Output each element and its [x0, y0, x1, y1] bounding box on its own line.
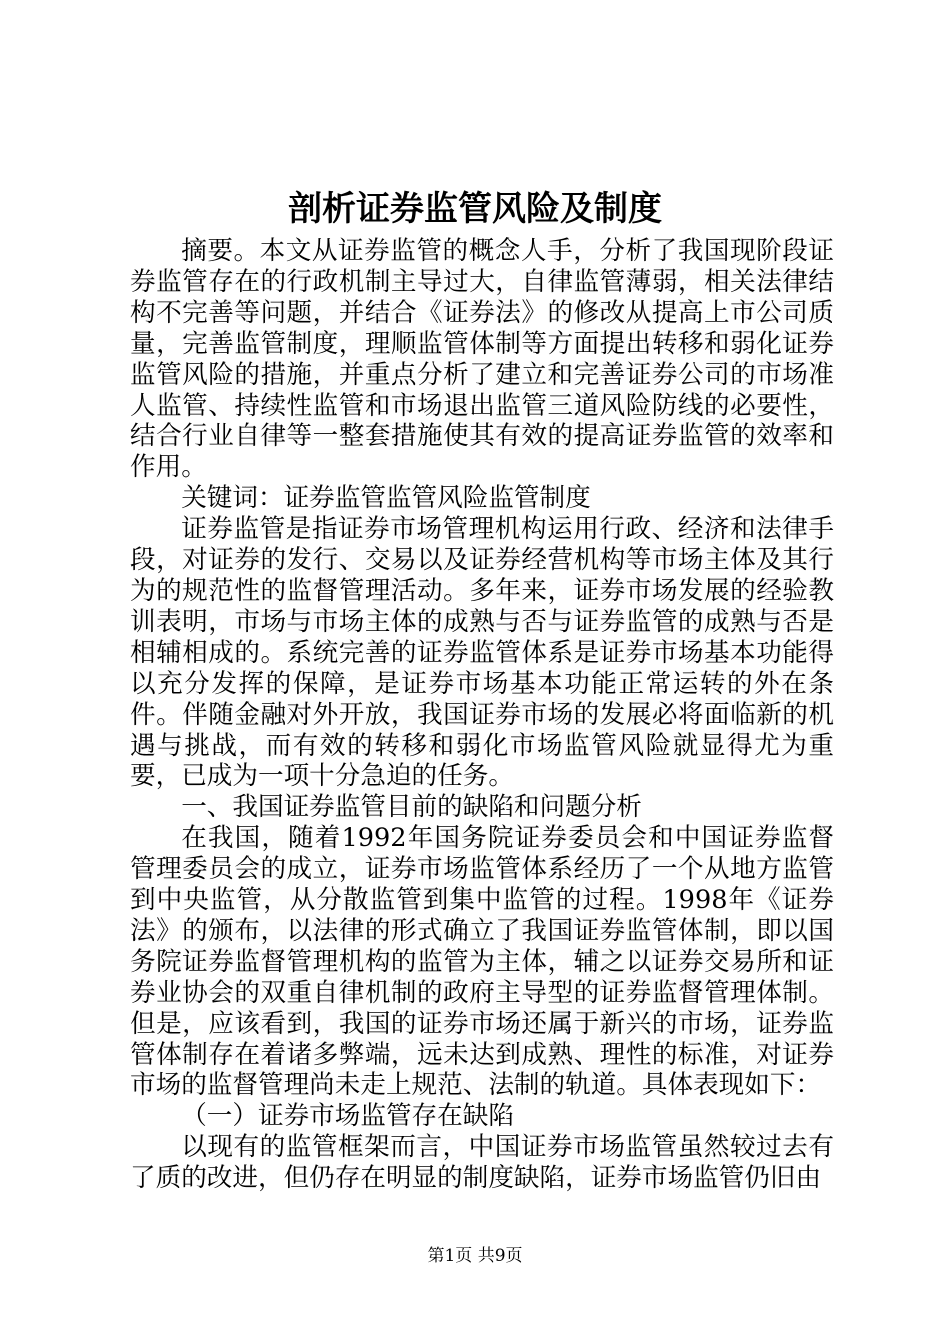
section-heading: 一、我国证券监管目前的缺陷和问题分析 — [181, 792, 642, 823]
keywords-line: 关键词：证券监管监管风险监管制度 — [181, 483, 591, 514]
abstract-paragraph: 摘要。本文从证券监管的概念人手，分析了我国现阶段证券监管存在的行政机制主导过大，自律监管薄弱，相关法律结构不完善等问题，并结合《证券法》的修改从提高上市公司质量，完善监管制度，理顺监管体制等方面提出转移和弱化证券监管风险的措施，并重点分析了建立和完善证券公司的市场准人监管、持续性监管和市场退出监管三道风险防线的必要性，结合行业自律等一整套措施使其有效的提高证券监管的效率和作用。 — [130, 236, 834, 483]
intro-paragraph: 证券监管是指证券市场管理机构运用行政、经济和法律手段，对证券的发行、交易以及证券经营机构等市场主体及其行为的规范性的监督管理活动。多年来，证券市场发展的经验教训表明，市场与市场主体的成熟与否与证券监管的成熟与否是相辅相成的。系统完善的证券监管体系是证券市场基本功能得以充分发挥的保障，是证券市场基本功能正常运转的外在条件。伴随金融对外开放，我国证券市场的发展必将面临新的机遇与挑战，而有效的转移和弱化市场监管风险就显得尤为重要，已成为一项十分急迫的任务。 — [130, 514, 834, 792]
page-number-footer: 第1页 共9页 — [427, 1246, 523, 1266]
section-paragraph: 在我国，随着1992年国务院证券委员会和中国证券监督管理委员会的成立，证券市场监管体系经历了一个从地方监管到中央监管，从分散监管到集中监管的过程。1998年《证券法》的颁布，以法律的形式确立了我国证券监管体制，即以国务院证券监督管理机构的监管为主体，辅之以证券交易所和证券业协会的双重自律机制的政府主导型的证券监督管理体制。但是，应该看到，我国的证券市场还属于新兴的市场，证券监管体制存在着诸多弊端，远未达到成熟、理性的标准，对证券市场的监督管理尚未走上规范、法制的轨道。具体表现如下： — [130, 823, 834, 1101]
document-title: 剖析证券监管风险及制度 — [288, 189, 662, 229]
subsection-heading: （一）证券市场监管存在缺陷 — [181, 1101, 514, 1132]
subsection-paragraph: 以现有的监管框架而言，中国证券市场监管虽然较过去有了质的改进，但仍存在明显的制度缺陷，证券市场监管仍旧由 — [130, 1132, 834, 1194]
document-body — [130, 236, 834, 1194]
